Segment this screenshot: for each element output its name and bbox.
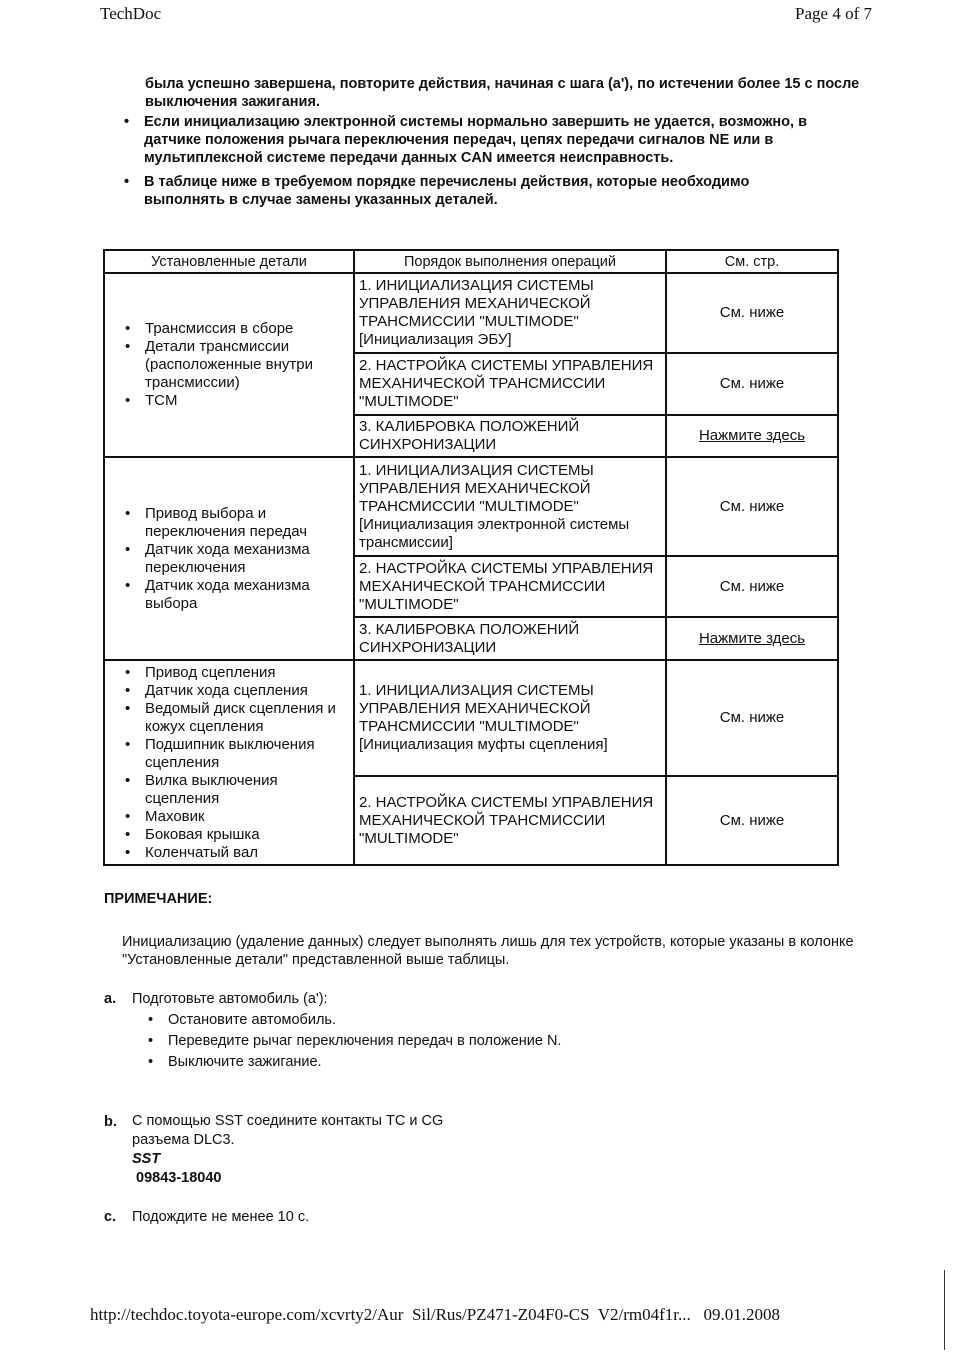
note-title: ПРИМЕЧАНИЕ:	[104, 891, 213, 907]
table-row	[104, 457, 838, 556]
header-left: TechDoc	[100, 4, 162, 23]
step-bullet: • Переведите рычаг переключения передач в положение N.	[146, 1031, 561, 1052]
note-text: Инициализацию (удаление данных) следует выполнять лишь для тех устройств, которые указаны в колонке "Установленные детали" представленной выше таблицы.	[122, 934, 854, 968]
intro-continuation: была успешно завершена, повторите действия, начиная с шага (а'), по истечении более 15 с после выключения зажигания.	[145, 76, 860, 110]
table-header-row	[104, 250, 838, 273]
part-item: • Привод выбора и переключения передач	[123, 505, 349, 541]
footer-date: 09.01.2008	[703, 1305, 781, 1324]
part-item: • Привод сцепления	[123, 664, 349, 682]
operation-text: 1. ИНИЦИАЛИЗАЦИЯ СИСТЕМЫ УПРАВЛЕНИЯ МЕХАНИЧЕСКОЙ ТРАНСМИССИИ "MULTIMODE"	[359, 461, 594, 515]
step-b-text: разъема DLC3.	[132, 1132, 235, 1148]
intro-bullet: • В таблице ниже в требуемом порядке перечислены действия, которые необходимо выполнять в случае замены указанных деталей.	[122, 173, 822, 209]
part-item: • Детали трансмиссии (расположенные внутри трансмиссии)	[123, 338, 349, 392]
operation-text: 1. ИНИЦИАЛИЗАЦИЯ СИСТЕМЫ УПРАВЛЕНИЯ МЕХАНИЧЕСКОЙ ТРАНСМИССИИ "MULTIMODE"	[359, 277, 594, 330]
ref-cell: См. ниже	[666, 556, 838, 617]
step-c-text: Подождите не менее 10 с.	[132, 1209, 310, 1225]
part-item: • Боковая крышка	[123, 826, 349, 844]
step-b-letter: b.	[104, 1114, 117, 1130]
part-item: • Вилка выключения сцепления	[123, 772, 349, 808]
operation-cell: 3. КАЛИБРОВКА ПОЛОЖЕНИЙ СИНХРОНИЗАЦИИ	[354, 617, 666, 660]
step-bullet: • Выключите зажигание.	[146, 1052, 561, 1073]
part-item: • Трансмиссия в сборе	[123, 320, 349, 338]
parts-cell	[104, 273, 354, 457]
step-bullet: • Остановите автомобиль.	[146, 1010, 561, 1031]
step-a-bullets	[146, 1010, 561, 1073]
header-parts: Установленные детали	[104, 250, 354, 273]
ref-cell: См. ниже	[666, 353, 838, 415]
ref-cell: См. ниже	[666, 273, 838, 353]
part-item: • Подшипник выключения сцепления	[123, 736, 349, 772]
table-row	[104, 660, 838, 776]
part-item: • Ведомый диск сцепления и кожух сцепления	[123, 700, 349, 736]
step-a-letter: a.	[104, 991, 117, 1007]
step-b-text: С помощью SST соедините контакты TC и CG	[132, 1113, 444, 1129]
page-number: Page 4 of 7	[795, 4, 872, 23]
part-item: • Маховик	[123, 808, 349, 826]
operation-cell: 2. НАСТРОЙКА СИСТЕМЫ УПРАВЛЕНИЯ МЕХАНИЧЕСКОЙ ТРАНСМИССИИ "MULTIMODE"	[354, 556, 666, 617]
ref-cell: См. ниже	[666, 660, 838, 776]
footer-url: http://techdoc.toyota-europe.com/xcvrty2/Aur Sil/Rus/PZ471-Z04F0-CS V2/rm04f1r...	[90, 1305, 691, 1324]
operation-cell: 3. КАЛИБРОВКА ПОЛОЖЕНИЙ СИНХРОНИЗАЦИИ	[354, 415, 666, 457]
operation-sub: [Инициализация муфты сцепления]	[359, 736, 608, 753]
click-here-link[interactable]: Нажмите здесь	[698, 629, 806, 647]
header-page: См. стр.	[666, 250, 838, 273]
operation-cell	[354, 273, 666, 353]
part-item: • Датчик хода механизма переключения	[123, 541, 349, 577]
part-item: • Коленчатый вал	[123, 844, 349, 862]
scan-edge-line	[944, 1270, 945, 1350]
operation-cell: 2. НАСТРОЙКА СИСТЕМЫ УПРАВЛЕНИЯ МЕХАНИЧЕСКОЙ ТРАНСМИССИИ "MULTIMODE"	[354, 353, 666, 415]
step-a-text: Подготовьте автомобиль (а'):	[132, 991, 328, 1007]
part-item: • Датчик хода сцепления	[123, 682, 349, 700]
operation-cell	[354, 660, 666, 776]
parts-table	[103, 249, 839, 866]
parts-cell	[104, 457, 354, 660]
part-item: • Датчик хода механизма выбора	[123, 577, 349, 613]
ref-cell: См. ниже	[666, 457, 838, 556]
sst-label: SST	[132, 1151, 161, 1167]
ref-cell: См. ниже	[666, 776, 838, 865]
header-operations: Порядок выполнения операций	[354, 250, 666, 273]
intro-bullets	[122, 113, 822, 209]
operation-sub: [Инициализация ЭБУ]	[359, 331, 512, 348]
operation-sub: [Инициализация электронной системы трансмиссии]	[359, 515, 630, 551]
step-c-letter: c.	[104, 1209, 117, 1225]
parts-cell	[104, 660, 354, 865]
footer	[90, 1305, 780, 1325]
table-row	[104, 273, 838, 353]
click-here-link[interactable]: Нажмите здесь	[698, 427, 806, 444]
part-item: • TCM	[123, 392, 349, 410]
operation-text: 1. ИНИЦИАЛИЗАЦИЯ СИСТЕМЫ УПРАВЛЕНИЯ МЕХАНИЧЕСКОЙ ТРАНСМИССИИ "MULTIMODE"	[359, 682, 594, 735]
step-b	[132, 1112, 443, 1188]
operation-cell: 2. НАСТРОЙКА СИСТЕМЫ УПРАВЛЕНИЯ МЕХАНИЧЕСКОЙ ТРАНСМИССИИ "MULTIMODE"	[354, 776, 666, 865]
sst-number: 09843-18040	[136, 1170, 222, 1186]
operation-cell	[354, 457, 666, 556]
intro-bullet: • Если инициализацию электронной системы нормально завершить не удается, возможно, в датчике положения рычага переключения передач, цепях передачи сигналов NE или в мультиплексной системе передачи данных CAN имеется неисправность.	[122, 113, 822, 167]
